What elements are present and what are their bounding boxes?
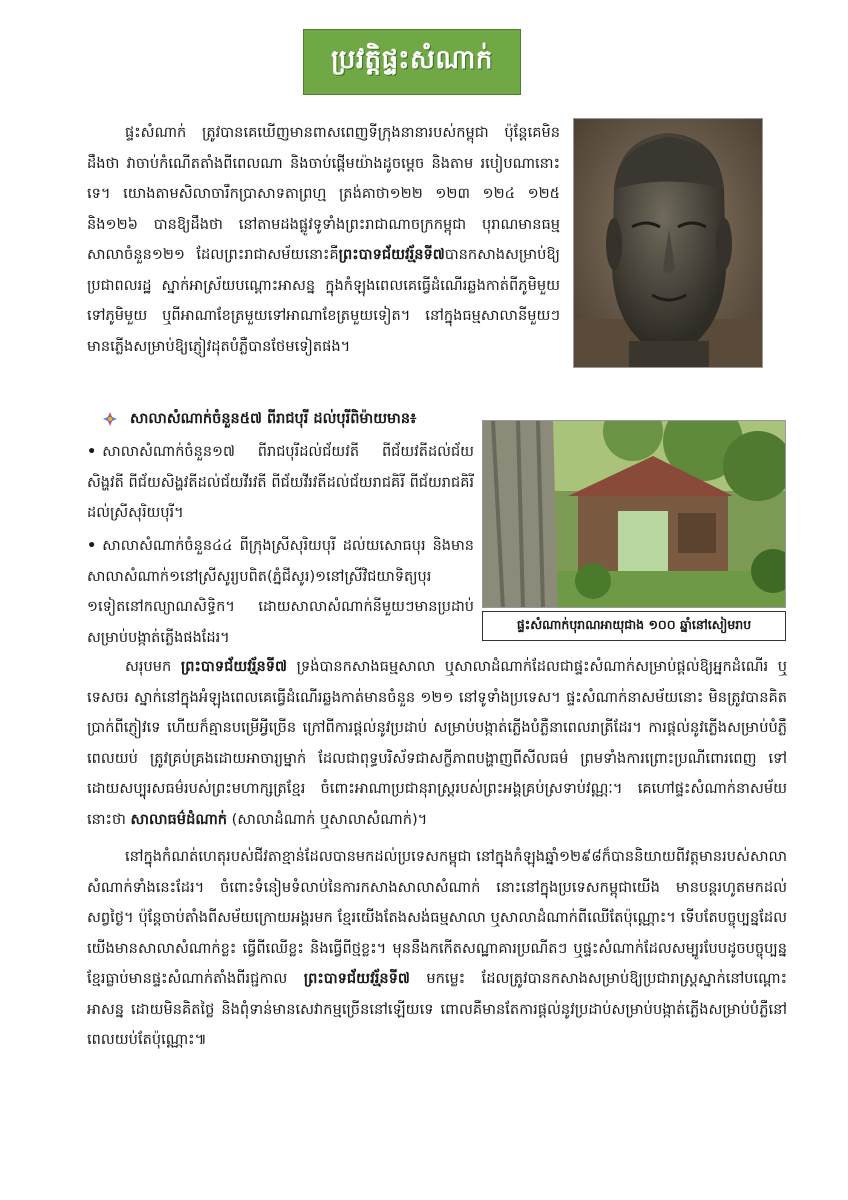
summary-paragraph (87, 652, 787, 835)
closing-king-name: ព្រះបាទជ័យវរ្ម័នទី៧ (303, 970, 410, 987)
diamond-bullet-icon (102, 411, 118, 427)
list-item-text: សាលាសំណាក់ចំនួន១៧ ពីរាជបុរីដល់ជ័យវតី ពីជ័យវតីដល់ជ័យសិង្ហវតី ពីជ័យសិង្ហវតីដល់ជ័យវីរវតី ពីជ័យវីរវតីដល់ជ័យរាជគិរី ពីជ័យរាជគិរីដល់ស្រីសុរិយបុរី។ (87, 444, 474, 521)
list-heading-text: សាលាសំណាក់ចំនួន៥៧ ពីរាជបុរី ដល់បុរីពិម៉ាយមាន៖ (130, 411, 417, 427)
intro-king-name: ព្រះបាទជ័យវរ្ម័នទី៧ (338, 246, 445, 263)
bullet-dot-icon: • (87, 538, 97, 554)
list-heading (102, 404, 480, 434)
intro-paragraph (87, 118, 560, 362)
list-item-text: សាលាសំណាក់ចំនួន៤៤ ពីក្រុងស្រីសុរិយបុរី ដល់យសោធបុរ និងមានសាលាសំណាក់១នៅស្រីសូរ្យបពិត(ភ្នំជីសូរ)១នៅស្រីវិជយាទិត្យបុរ ១ទៀតនៅកល្យាណសិទ្ធិក។ ដោយសាលាសំណាក់នីមួយៗមានប្រដាប់សម្រាប់បង្កាត់ភ្លើងផងដែរ។ (87, 538, 474, 646)
closing-text-before: នៅក្នុងកំណត់ហេតុរបស់ជីវតាខ្មាន់ដែលបានមកដល់ប្រទេសកម្ពុជា នៅក្នុងកំឡុងឆ្នាំ១២៩៨ក៏បាននិយាយពីវត្តមានរបស់សាលាសំណាក់ទាំងនេះដែរ។ ចំពោះទំនៀមទំលាប់នៃការកសាងសាលាសំណាក់ នោះនៅក្នុងប្រទេសកម្ពុជាយើង មានបន្តរហូតមកដល់សព្វថ្ងៃ។ ប៉ុន្តែចាប់តាំងពីសម័យក្រោយអង្គរមក ខ្មែរយើងតែងសង់ធម្មសាលា ឬសាលាដំណាក់ពីឈើតែប៉ុណ្ណោះ។ ទើបតែបច្ចុប្បន្នដែលយើងមានសាលាសំណាក់ខ្លះ ធ្វើពីឈើខ្លះ និងធ្វើពីថ្មខ្លះ។ មុននឹងកកើតសណ្ឋាគារប្រណីតៗ ឬផ្ទះសំណាក់ដែលសម្បូរបែបដូចបច្ចុប្បន្នខ្មែរធ្លាប់មានផ្ទះសំណាក់តាំងពីរជ្ជកាល (87, 848, 787, 987)
closing-paragraph (87, 842, 787, 1056)
intro-text-before: ផ្ទះសំណាក់ ត្រូវបានគេឃើញមានពាសពេញទីក្រុងនានារបស់កម្ពុជា ប៉ុន្តែគេមិនដឹងថា វាចាប់កំណើតតាំងពីពេលណា និងចាប់ផ្តើមយ៉ាងដូចម្តេច និងតាម របៀបណានោះទេ។ យោងតាមសិលាចារឹកប្រាសាទតាព្រហ្ម ត្រង់គាថា១២២ ១២៣ ១២៤ ១២៥ និង១២៦ បានឱ្យដឹងថា នៅតាមដងផ្លូវទូទាំងព្រះរាជាណាចក្រកម្ពុជា បុរាណមានធម្មសាលាចំនួន១២១ ដែលព្រះរាជាសម័យនោះគឺ (87, 124, 560, 263)
list-item (87, 437, 474, 529)
page-title: ប្រវត្តិផ្ទះសំណាក់ (331, 45, 493, 75)
title-banner (303, 29, 521, 95)
closing-text-after: មកម្លេះ ដែលត្រូវបានកសាងសម្រាប់ឱ្យប្រជារាស្ត្រស្នាក់នៅបណ្តោះអាសន្ន ដោយមិនគិតថ្លៃ និងពុំទាន់មានសេវាកម្មច្រើននៅឡើយទេ ពោលគឺមានតែការផ្តល់នូវប្រដាប់សម្រាប់បង្កាត់ភ្លើងសម្រាប់បំភ្លឺនៅពេលយប់តែប៉ុណ្ណោះ៕ (87, 970, 787, 1048)
intro-text-after: បានកសាងសម្រាប់ឱ្យប្រជាពលរដ្ឋ ស្នាក់អាស្រ័យបណ្តោះអាសន្ន ក្នុងកំឡុងពេលគេធ្វើដំណើរឆ្លងកាត់ពីភូមិមួយទៅភូមិមួយ ឬពីអាណាខែត្រមួយទៅអាណាខែត្រមួយទៀត។ នៅក្នុងធម្មសាលានីមួយៗមានភ្លើងសម្រាប់ឱ្យភ្ញៀវដុតបំភ្លឺបានថែមទៀតផង។ (87, 246, 560, 355)
summary-text-middle: ទ្រង់បានកសាងធម្មសាលា ឬសាលាដំណាក់ដែលជាផ្ទះសំណាក់សម្រាប់ផ្តល់ឱ្យអ្នកដំណើរ ឬទេសចរ ស្នាក់នៅក្នុងអំឡុងពេលគេធ្វើដំណើរឆ្លងកាត់មានចំនួន ១២១ នៅទូទាំងប្រទេស។ ផ្ទះសំណាក់នាសម័យនោះ មិនត្រូវបានគិតប្រាក់ពីភ្ញៀវទេ ហើយក៏គ្មានបម្រើអ្វីច្រើន ក្រៅពីការផ្តល់នូវប្រដាប់ សម្រាប់បង្កាត់ភ្លើងបំភ្លឺនាពេលរាត្រីដែរ។ ការផ្តល់នូវភ្លើងសម្រាប់បំភ្លឺពេលយប់ ត្រូវគ្រប់គ្រងដោយអាចារ្យម្នាក់ ដែលជាពុទ្ធបរិស័ទជាសក្ខីភាពបង្ហាញពីសីលធម៌ ព្រមទាំងការព្រោះប្រណីពោរពេញ ទៅដោយសប្បុរសធម៌របស់ព្រះមហាក្សត្រខ្មែរ ចំពោះអាណាប្រជានុរាស្ត្ររបស់ព្រះអង្គគ្រប់ស្រទាប់វណ្ណៈ។ គេហៅផ្ទះសំណាក់នាសម័យនោះថា (87, 658, 787, 828)
stone-head-photo (573, 118, 763, 368)
summary-king-name: ព្រះបាទជ័យវរ្ម័នទី៧ (180, 658, 288, 675)
summary-text-after: (សាលាដំណាក់ ឬសាលាសំណាក់)។ (227, 810, 428, 828)
guesthouse-photo (482, 420, 786, 608)
image-caption-box (482, 611, 786, 641)
list-item (87, 531, 474, 653)
summary-term: សាលាធម៌ដំណាក់ (130, 810, 228, 828)
image-caption: ផ្ទះសំណាក់បុរាណអាយុជាង ១០០ ឆ្នាំនៅសៀមរាប (516, 616, 752, 632)
bullet-dot-icon: • (87, 444, 97, 460)
summary-text-before: សរុបមក (125, 658, 181, 675)
